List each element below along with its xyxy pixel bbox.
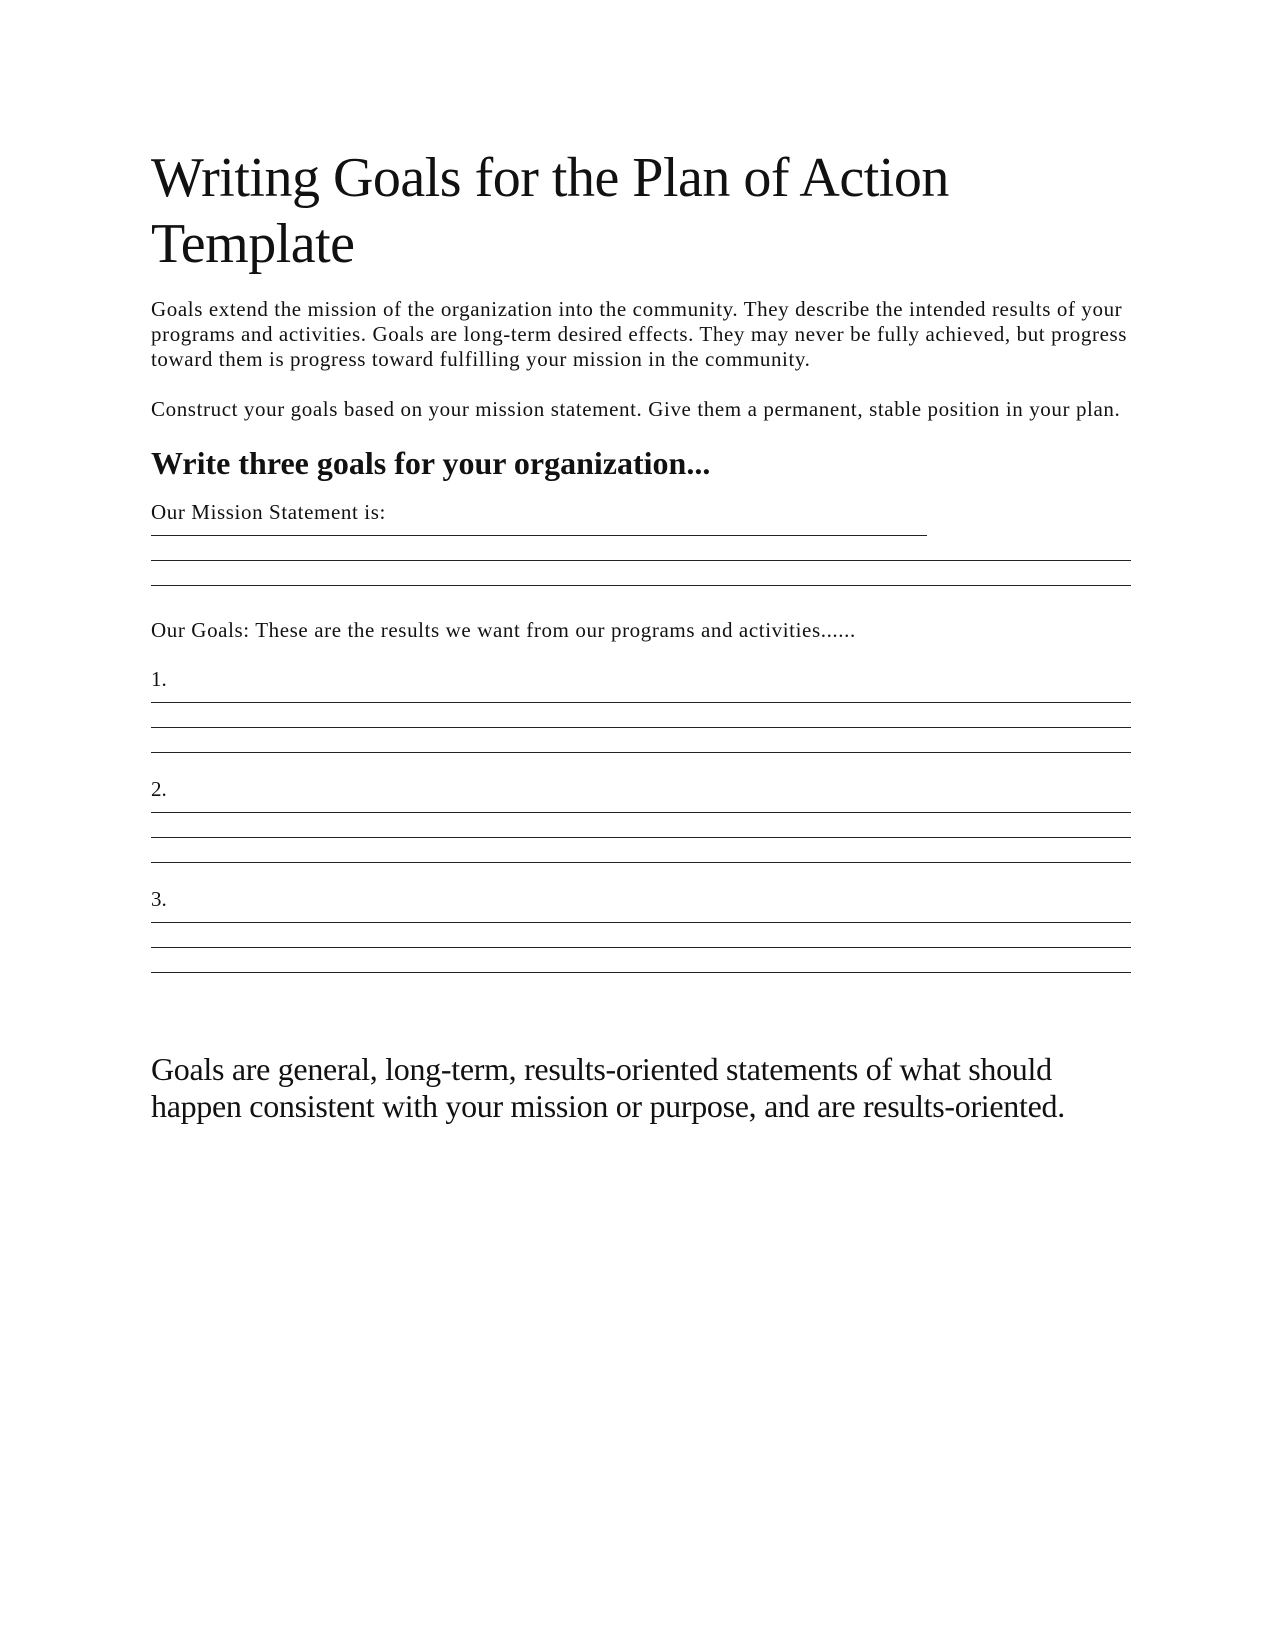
- intro-paragraph: Goals extend the mission of the organization into the community. They describe the intended results of your programs and activities. Goals are long-term desired effects. They may never be fully achieved, but progress toward them is progress toward fulfilling your mission in the community.: [151, 297, 1128, 371]
- document-title: Writing Goals for the Plan of Action Template: [151, 147, 949, 275]
- goal-block-2: [151, 777, 1131, 863]
- goal-number: 2.: [151, 777, 167, 801]
- goal-blank-line: [151, 837, 1131, 838]
- mission-blank-line: [151, 560, 1131, 561]
- goal-block-3: [151, 887, 1131, 973]
- document-page: [151, 145, 1131, 1125]
- goal-blank-line: [151, 812, 1131, 813]
- mission-blank-line: [151, 585, 1131, 586]
- goals-label: Our Goals: These are the results we want from our programs and activities......: [151, 618, 856, 642]
- goal-number: 1.: [151, 667, 167, 691]
- goal-blank-line: [151, 862, 1131, 863]
- construct-paragraph: Construct your goals based on your mission statement. Give them a permanent, stable position in your plan.: [151, 397, 1121, 421]
- goal-blank-line: [151, 947, 1131, 948]
- goal-blank-line: [151, 972, 1131, 973]
- goal-blank-line: [151, 752, 1131, 753]
- goal-number: 3.: [151, 887, 167, 911]
- goal-blank-line: [151, 727, 1131, 728]
- goal-block-1: [151, 667, 1131, 753]
- goal-blank-line: [151, 922, 1131, 923]
- goal-blank-line: [151, 702, 1131, 703]
- closing-statement: Goals are general, long-term, results-oriented statements of what should happen consistent with your mission or purpose, and are results-oriented.: [151, 1051, 1065, 1124]
- mission-statement-label: Our Mission Statement is:: [151, 500, 386, 524]
- mission-blank-line: [151, 535, 927, 536]
- section-heading: Write three goals for your organization...: [151, 445, 711, 481]
